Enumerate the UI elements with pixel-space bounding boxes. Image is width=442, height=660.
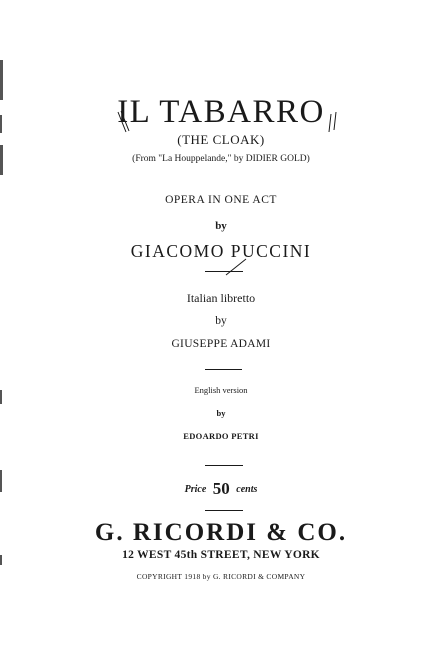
composer-name: GIACOMO PUCCINI — [130, 241, 312, 261]
librettist-name: GIUSEPPE ADAMI — [171, 338, 271, 350]
libretto-label: Italian libretto — [186, 291, 256, 305]
opera-subtitle: (THE CLOAK) — [177, 132, 265, 147]
english-version-label: English version — [194, 385, 248, 395]
copyright-notice: COPYRIGHT 1918 by G. RICORDI & COMPANY — [136, 572, 306, 581]
divider-rule — [205, 510, 243, 511]
opera-title: IL TABARRO — [117, 94, 325, 130]
publisher-name: G. RICORDI & CO. — [94, 519, 348, 546]
by-composer: by — [215, 220, 227, 232]
publisher-address: 12 WEST 45th STREET, NEW YORK — [122, 549, 320, 561]
price-line — [0, 480, 442, 497]
source-credit: (From "La Houppelande," by DIDIER GOLD) — [132, 154, 310, 164]
price-amount: 50 — [212, 479, 230, 498]
scan-edge-mark — [0, 60, 3, 100]
price-prefix: Price — [184, 484, 207, 495]
divider-rule — [205, 369, 242, 370]
translator-name: EDOARDO PETRI — [183, 431, 259, 441]
genre-line: OPERA IN ONE ACT — [165, 194, 277, 206]
price-suffix: cents — [236, 484, 258, 495]
divider-rule — [205, 465, 243, 466]
by-translator: by — [216, 408, 226, 418]
pen-stroke-mark — [224, 257, 248, 277]
by-librettist: by — [215, 315, 227, 327]
